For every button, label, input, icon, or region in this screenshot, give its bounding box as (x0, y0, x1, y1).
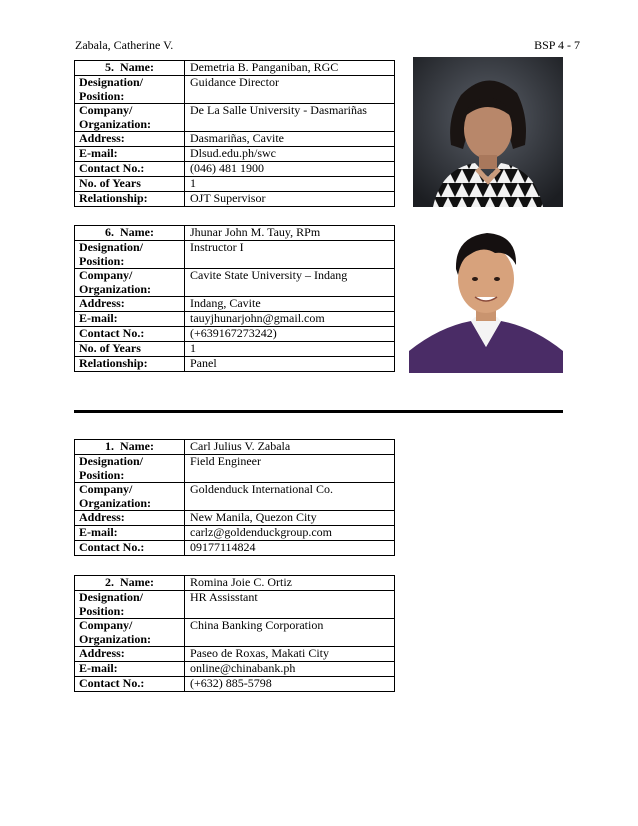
table-row (75, 104, 395, 132)
table-row (75, 662, 395, 677)
organization-label: Organization: (79, 116, 151, 131)
table-row (75, 541, 395, 556)
name-value: Jhunar John M. Tauy, RPm (185, 226, 395, 241)
designation-label: Designation/ (79, 240, 144, 254)
company-label: Company/ (79, 268, 133, 282)
section-divider (74, 410, 563, 413)
reference-table-6 (74, 225, 395, 372)
contact-value: (+632) 885-5798 (185, 677, 395, 692)
table-row (75, 526, 395, 541)
organization-label: Organization: (79, 631, 151, 646)
contact-label: Contact No.: (75, 162, 185, 177)
table-row (75, 147, 395, 162)
name-label-cell (75, 226, 185, 241)
position-label: Position: (79, 88, 125, 103)
table-row (75, 483, 395, 511)
reference-photo-5 (413, 57, 563, 207)
designation-label-cell (75, 76, 185, 104)
table-row (75, 327, 395, 342)
designation-value: Field Engineer (185, 455, 395, 483)
position-label: Position: (79, 253, 125, 268)
years-value: 1 (185, 342, 395, 357)
email-label: E-mail: (75, 147, 185, 162)
company-value: De La Salle University - Dasmariñas (185, 104, 395, 132)
name-value: Carl Julius V. Zabala (185, 440, 395, 455)
table-row (75, 241, 395, 269)
reference-number: 2. (105, 575, 114, 589)
company-value: Cavite State University – Indang (185, 269, 395, 297)
organization-label: Organization: (79, 495, 151, 510)
table-row (75, 342, 395, 357)
table-row (75, 162, 395, 177)
relationship-label: Relationship: (75, 192, 185, 207)
reference-number: 1. (105, 439, 114, 453)
designation-label-cell (75, 455, 185, 483)
designation-value: Instructor I (185, 241, 395, 269)
table-row (75, 511, 395, 526)
company-label-cell (75, 619, 185, 647)
portrait-man-image (409, 223, 563, 373)
address-value: Dasmariñas, Cavite (185, 132, 395, 147)
name-label: Name: (120, 575, 154, 589)
designation-label: Designation/ (79, 75, 144, 89)
table-row (75, 440, 395, 455)
contact-value: (046) 481 1900 (185, 162, 395, 177)
position-label: Position: (79, 603, 125, 618)
relationship-value: Panel (185, 357, 395, 372)
reference-table-5 (74, 60, 395, 207)
address-value: Paseo de Roxas, Makati City (185, 647, 395, 662)
table-row (75, 455, 395, 483)
reference-table-2 (74, 575, 395, 692)
designation-label: Designation/ (79, 454, 144, 468)
reference-number: 5. (105, 60, 114, 74)
address-label: Address: (75, 647, 185, 662)
reference-table-1 (74, 439, 395, 556)
designation-value: Guidance Director (185, 76, 395, 104)
company-label: Company/ (79, 618, 133, 632)
table-row (75, 269, 395, 297)
name-label: Name: (120, 225, 154, 239)
address-label: Address: (75, 297, 185, 312)
designation-label: Designation/ (79, 590, 144, 604)
table-row (75, 591, 395, 619)
company-label-cell (75, 104, 185, 132)
position-label: Position: (79, 467, 125, 482)
name-label-cell (75, 440, 185, 455)
designation-label-cell (75, 591, 185, 619)
table-row (75, 619, 395, 647)
table-row (75, 677, 395, 692)
company-label-cell (75, 269, 185, 297)
years-label: No. of Years (75, 177, 185, 192)
email-label: E-mail: (75, 526, 185, 541)
company-label-cell (75, 483, 185, 511)
table-row (75, 76, 395, 104)
table-row (75, 192, 395, 207)
email-label: E-mail: (75, 312, 185, 327)
table-row (75, 357, 395, 372)
contact-value: (+639167273242) (185, 327, 395, 342)
contact-label: Contact No.: (75, 327, 185, 342)
email-value: Dlsud.edu.ph/swc (185, 147, 395, 162)
contact-label: Contact No.: (75, 677, 185, 692)
years-value: 1 (185, 177, 395, 192)
contact-label: Contact No.: (75, 541, 185, 556)
email-value: online@chinabank.ph (185, 662, 395, 677)
reference-photo-6 (409, 223, 563, 373)
company-label: Company/ (79, 482, 133, 496)
company-label: Company/ (79, 103, 133, 117)
table-row (75, 226, 395, 241)
header-page-number: BSP 4 - 7 (534, 38, 580, 52)
email-value: carlz@goldenduckgroup.com (185, 526, 395, 541)
address-label: Address: (75, 132, 185, 147)
address-label: Address: (75, 511, 185, 526)
years-label: No. of Years (75, 342, 185, 357)
relationship-label: Relationship: (75, 357, 185, 372)
table-row (75, 132, 395, 147)
name-label: Name: (120, 60, 154, 74)
company-value: China Banking Corporation (185, 619, 395, 647)
table-row (75, 576, 395, 591)
designation-label-cell (75, 241, 185, 269)
header-author: Zabala, Catherine V. (75, 38, 174, 52)
reference-number: 6. (105, 225, 114, 239)
name-label-cell (75, 61, 185, 76)
name-value: Romina Joie C. Ortiz (185, 576, 395, 591)
table-row (75, 647, 395, 662)
email-label: E-mail: (75, 662, 185, 677)
name-label-cell (75, 576, 185, 591)
table-row (75, 297, 395, 312)
relationship-value: OJT Supervisor (185, 192, 395, 207)
email-value: tauyjhunarjohn@gmail.com (185, 312, 395, 327)
name-label: Name: (120, 439, 154, 453)
address-value: New Manila, Quezon City (185, 511, 395, 526)
organization-label: Organization: (79, 281, 151, 296)
table-row (75, 61, 395, 76)
name-value: Demetria B. Panganiban, RGC (185, 61, 395, 76)
contact-value: 09177114824 (185, 541, 395, 556)
table-row (75, 312, 395, 327)
designation-value: HR Assisstant (185, 591, 395, 619)
address-value: Indang, Cavite (185, 297, 395, 312)
company-value: Goldenduck International Co. (185, 483, 395, 511)
portrait-woman-image (413, 57, 563, 207)
table-row (75, 177, 395, 192)
